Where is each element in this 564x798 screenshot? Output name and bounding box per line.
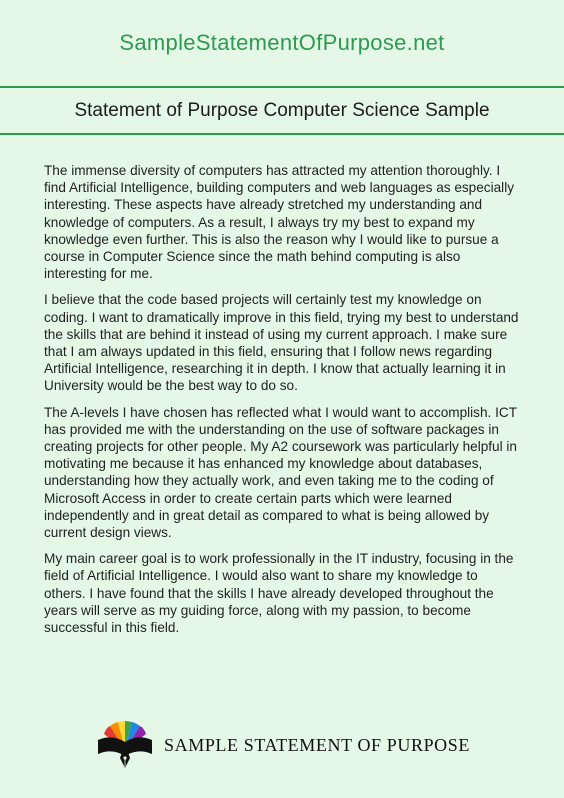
paragraph: The A-levels I have chosen has reflected what I would want to accomplish. ICT has provided me with the understanding on the use of software packages in creating projects for other people. My A2 coursework was particularly helpful in motivating me because it has enhanced my knowledge about databases, understanding how they actually work, and even taking me to the coding of Microsoft Access in order to create certain parts which were learned independently and in great detail as compared to what is being allowed by current design views. [44,404,517,541]
site-name[interactable]: SampleStatementOfPurpose.net [119,30,445,55]
paragraph: I believe that the code based projects will certainly test my knowledge on coding. I want to dramatically improve in this field, trying my best to understand the skills that are behind it instead of using my current approach. I make sure that I am always updated in this field, ensuring that I follow news regarding Artificial Intelligence, researching it in depth. I know that actually learning it in University would be the best way to do so. [44,292,519,394]
document-body [44,162,520,645]
paragraph: The immense diversity of computers has attracted my attention thoroughly. I find Artificial Intelligence, building computers and web languages as especially interesting. These aspects have already stretched my understanding and knowledge of computers. As a result, I always try my best to expand my knowledge even further. This is also the reason why I would like to pursue a course in Computer Science since the math behind computing is also interesting for me. [44,163,515,282]
document-title: Statement of Purpose Computer Science Sample [74,99,490,121]
footer-brand: SAMPLE STATEMENT OF PURPOSE [164,734,470,755]
site-header [0,0,564,86]
header-divider-bottom [0,133,564,135]
footer-logo[interactable] [94,720,470,770]
footer [0,720,564,770]
paragraph: My main career goal is to work professionally in the IT industry, focusing in the field of Artificial Intelligence. I would also want to share my knowledge to others. I have found that the skills I have already developed throughout the years will serve as my guiding force, along with my passion, to become successful in this field. [44,551,514,636]
book-pen-icon [94,720,156,770]
